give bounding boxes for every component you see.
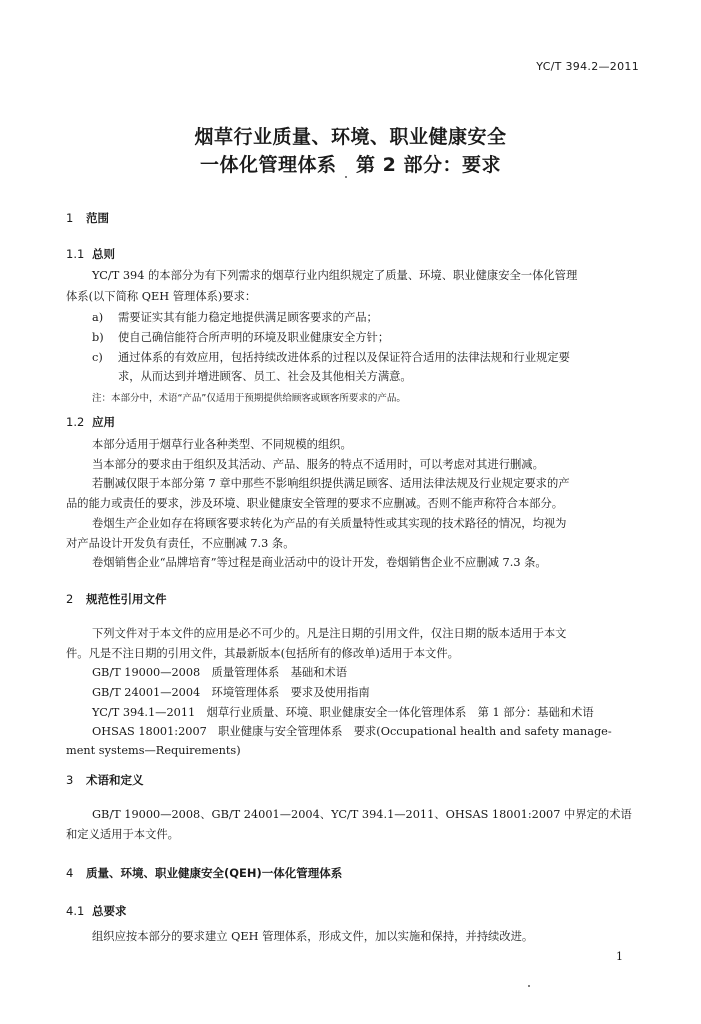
- document-title-line-2: 一体化管理体系 第 2 部分：要求: [200, 154, 501, 176]
- scan-speck: [345, 176, 347, 178]
- reference-item-continuation: ment systems—Requirements): [66, 744, 241, 757]
- standard-code: YC/T 394.2—2011: [536, 60, 639, 73]
- subsection-number: 1.1: [66, 247, 85, 261]
- list-item-label: c): [92, 351, 103, 364]
- subsection-title: 总则: [92, 247, 115, 261]
- subsection-heading-1-2: [66, 414, 115, 430]
- paragraph-line: 对产品设计开发负有责任，不应删减 7.3 条。: [66, 537, 295, 550]
- paragraph-line: 组织应按本部分的要求建立 QEH 管理体系，形成文件，加以实施和保持，并持续改进。: [92, 930, 534, 943]
- subsection-number: 1.2: [66, 415, 85, 429]
- section-title: 范围: [86, 211, 109, 225]
- subsection-heading-1-1: [66, 246, 115, 262]
- section-title: 规范性引用文件: [86, 592, 167, 606]
- section-heading-4: [66, 865, 342, 881]
- list-item: [92, 331, 389, 345]
- section-number: 4: [66, 866, 74, 880]
- paragraph-line: 品的能力或责任的要求，涉及环境、职业健康安全管理的要求不应删减。否则不能声称符合本部分。: [66, 497, 564, 510]
- section-title: 质量、环境、职业健康安全(QEH)一体化管理体系: [86, 866, 343, 880]
- document-title-line-1: 烟草行业质量、环境、职业健康安全: [194, 126, 507, 148]
- paragraph-line: 本部分适用于烟草行业各种类型、不同规模的组织。: [92, 438, 352, 451]
- section-heading-1: [66, 210, 109, 226]
- list-item-label: b): [92, 331, 104, 344]
- section-title: 术语和定义: [86, 773, 144, 787]
- section-number: 2: [66, 592, 74, 606]
- reference-item: YC/T 394.1—2011 烟草行业质量、环境、职业健康安全一体化管理体系 第 1 部分：基础和术语: [92, 706, 594, 719]
- subsection-title: 总要求: [92, 904, 127, 918]
- list-item: [92, 351, 570, 365]
- reference-item: GB/T 24001—2004 环境管理体系 要求及使用指南: [92, 686, 370, 699]
- paragraph-line: YC/T 394 的本部分为有下列需求的烟草行业内组织规定了质量、环境、职业健康安全一体化管理: [92, 269, 578, 282]
- paragraph-line: 卷烟生产企业如存在将顾客要求转化为产品的有关质量特性或其实现的技术路径的情况，均视为: [92, 517, 567, 530]
- list-item-text: 使自己确信能符合所声明的环境及职业健康安全方针；: [118, 331, 390, 344]
- list-item-continuation: 求，从而达到并增进顾客、员工、社会及其他相关方满意。: [118, 370, 412, 383]
- reference-item: GB/T 19000—2008 质量管理体系 基础和术语: [92, 666, 348, 679]
- paragraph-line: GB/T 19000—2008、GB/T 24001—2004、YC/T 394.1—2011、OHSAS 18001:2007 中界定的术语: [92, 808, 632, 821]
- subsection-number: 4.1: [66, 904, 85, 918]
- page-number: 1: [616, 950, 623, 963]
- note: 注：本部分中，术语“产品”仅适用于预期提供给顾客或顾客所要求的产品。: [92, 393, 406, 404]
- paragraph-line: 当本部分的要求由于组织及其活动、产品、服务的特点不适用时，可以考虑对其进行删减。: [92, 458, 544, 471]
- section-heading-2: [66, 591, 167, 607]
- subsection-heading-4-1: [66, 903, 127, 919]
- scan-speck: [528, 985, 530, 987]
- section-number: 1: [66, 211, 74, 225]
- list-item-label: a): [92, 311, 104, 324]
- reference-item: OHSAS 18001:2007 职业健康与安全管理体系 要求(Occupational health and safety manage-: [92, 725, 612, 738]
- paragraph-line: 卷烟销售企业“品牌培育”等过程是商业活动中的设计开发，卷烟销售企业不应删减 7.3 条。: [92, 556, 547, 569]
- list-item-text: 需要证实其有能力稳定地提供满足顾客要求的产品；: [118, 311, 378, 324]
- paragraph-line: 体系(以下简称 QEH 管理体系)要求：: [66, 290, 257, 303]
- section-heading-3: [66, 772, 144, 788]
- paragraph-line: 若删减仅限于本部分第 7 章中那些不影响组织提供满足顾客、适用法律法规及行业规定要求的产: [92, 477, 570, 490]
- paragraph-line: 下列文件对于本文件的应用是必不可少的。凡是注日期的引用文件，仅注日期的版本适用于本文: [92, 627, 567, 640]
- section-number: 3: [66, 773, 74, 787]
- subsection-title: 应用: [92, 415, 115, 429]
- paragraph-line: 件。凡是不注日期的引用文件，其最新版本(包括所有的修改单)适用于本文件。: [66, 647, 459, 660]
- paragraph-line: 和定义适用于本文件。: [66, 828, 179, 841]
- list-item: [92, 311, 378, 325]
- list-item-text: 通过体系的有效应用，包括持续改进体系的过程以及保证符合适用的法律法规和行业规定要: [118, 351, 570, 364]
